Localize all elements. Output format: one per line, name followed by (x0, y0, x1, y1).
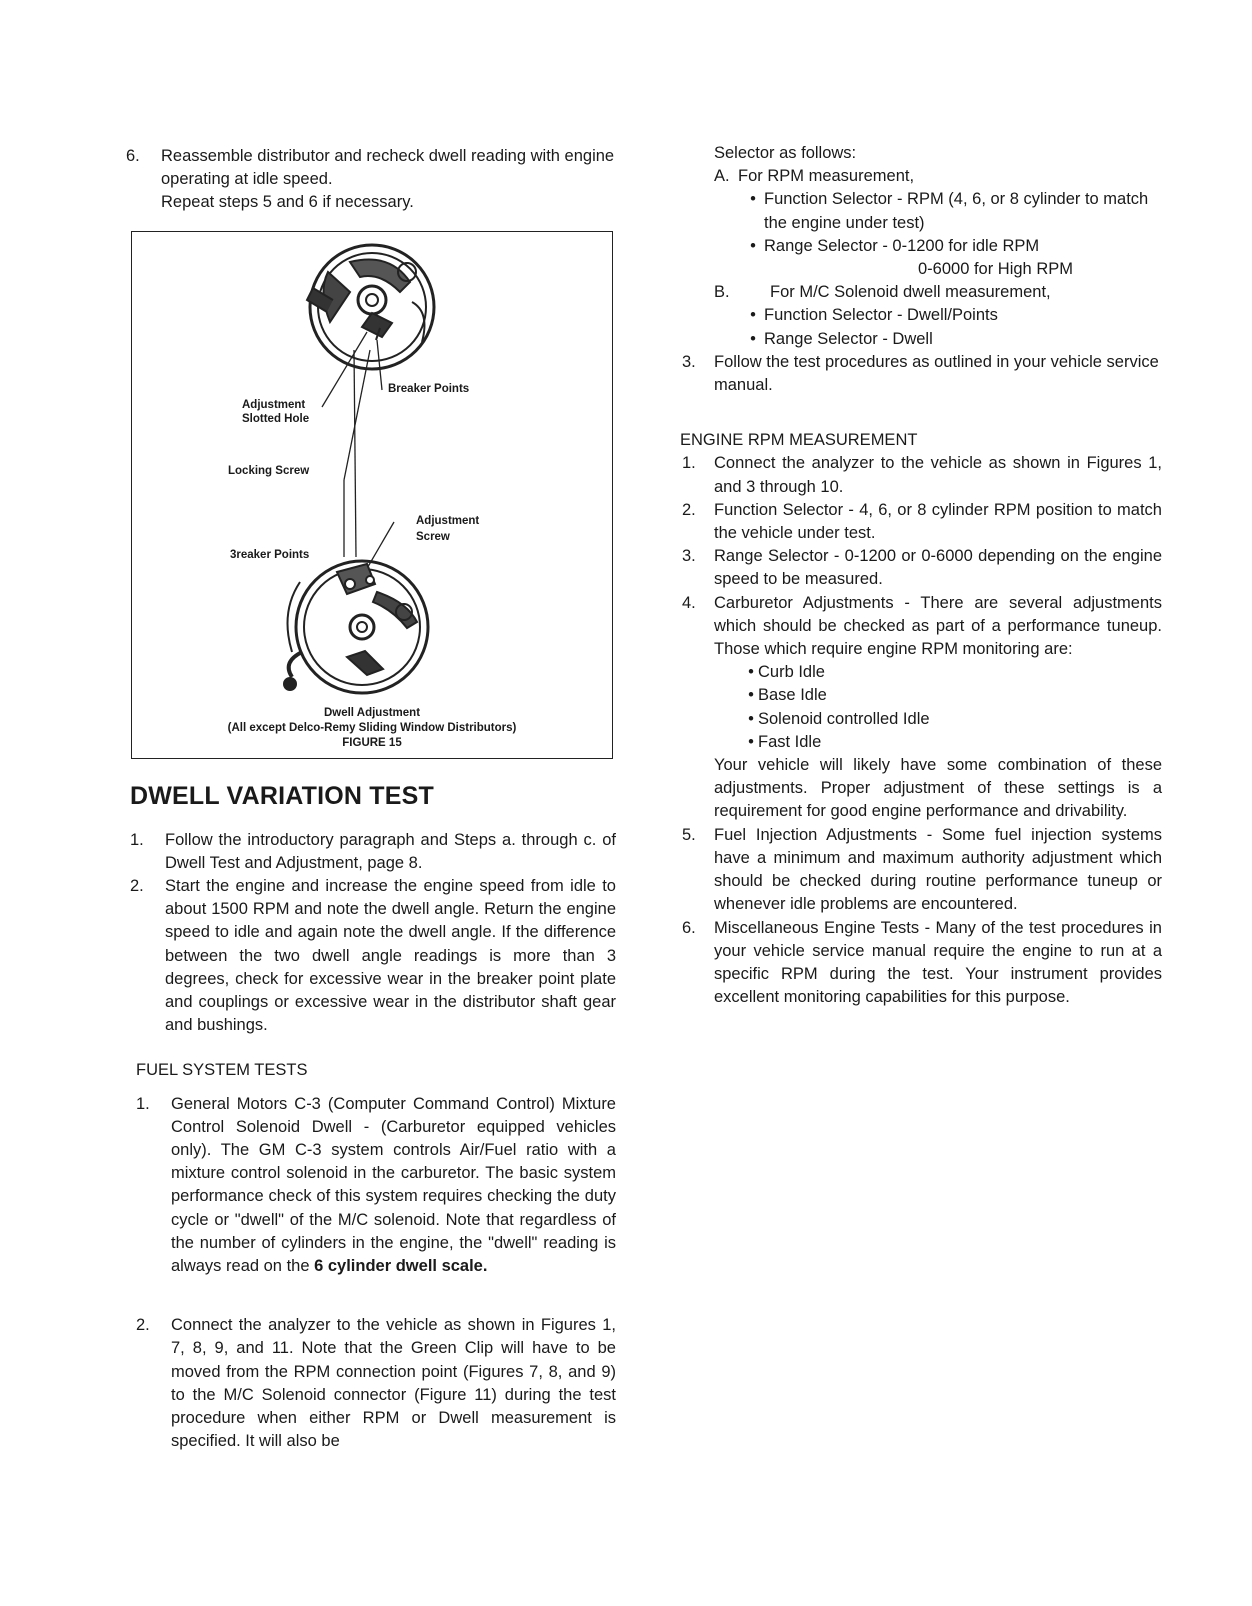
sub-item-text: For RPM measurement, (738, 167, 915, 186)
bullet-icon: • (750, 190, 756, 209)
distributor-diagram (132, 232, 612, 758)
item-text-body: General Motors C-3 (Computer Command Control) Mixture Control Solenoid Dwell - (Carburetor equipped vehicles only). The GM C-3 system controls Air/Fuel ratio with a mixture control solenoid in the carburetor. The basic system performance check of this system requires checking the duty cycle or "dwell" of the M/C solenoid. Note that regardless of the number of cylinders in the engine, the "dwell" reading is always read on the (171, 1094, 616, 1276)
right-column (682, 142, 1162, 1009)
list-item (682, 917, 1162, 1010)
bullet-text: Function Selector - Dwell/Points (764, 306, 998, 325)
list-item (682, 351, 1162, 397)
item-text: Fuel Injection Adjustments - Some fuel injection systems have a minimum and maximum authority adjustment which should be checked during routine performance tuneup or whenever idle problems are encountered. (714, 825, 1162, 914)
figure-caption-title: Dwell Adjustment (323, 706, 421, 719)
label-slotted-hole: Slotted Hole (242, 412, 310, 425)
item-text: Carburetor Adjustments - There are several adjustments which should be checked as part of a performance tuneup. Those which require engine RPM monitoring are: (714, 593, 1162, 659)
bullet-text: Curb Idle (758, 663, 825, 682)
item-number: 2. (136, 1316, 150, 1335)
step-text: Reassemble distributor and recheck dwell reading with engine operating at idle speed. (161, 147, 615, 189)
bullet-text: Range Selector - Dwell (764, 329, 933, 348)
list-item (682, 452, 1162, 498)
list-item (130, 829, 616, 875)
bullet-icon: • (750, 306, 756, 325)
item-number: 1. (130, 830, 144, 849)
bullet-icon: • (748, 732, 754, 751)
section-title-dwell-variation: DWELL VARIATION TEST (130, 781, 434, 810)
sub-item-b (714, 281, 1162, 304)
list-item (130, 875, 616, 1037)
item-text: Start the engine and increase the engine speed from idle to about 1500 RPM and note the dwell angle. Return the engine speed to idle and again note the dwell angle. If the difference between the two dwell angle readings is more than 3 degrees, check for excessive wear in the breaker point plate and couplings or excessive wear in the distributor shaft gear and bushings. (165, 877, 616, 1035)
bullet-item (744, 708, 1162, 731)
figure-caption-number: FIGURE 15 (342, 736, 402, 749)
label-breaker-points-bottom: 3reaker Points (230, 548, 310, 561)
bullet-text: Range Selector - 0-1200 for idle RPM (764, 236, 1040, 255)
bullet-icon: • (748, 709, 754, 728)
list-item (136, 1093, 616, 1279)
bullet-item (744, 661, 1162, 684)
section-heading-fuel-system: FUEL SYSTEM TESTS (136, 1061, 308, 1080)
bullet-item (742, 188, 1162, 234)
figure-caption-note: (All except Delco-Remy Sliding Window Distributors) (227, 721, 517, 734)
item-number: 1. (136, 1094, 150, 1113)
bullet-icon: • (750, 236, 756, 255)
selector-intro: Selector as follows: (714, 144, 857, 162)
section-heading-engine-rpm: ENGINE RPM MEASUREMENT (680, 431, 918, 450)
bullet-icon: • (750, 329, 756, 348)
list-item (682, 545, 1162, 591)
bullet-text: Solenoid controlled Idle (758, 709, 930, 728)
item-text: Miscellaneous Engine Tests - Many of the test procedures in your vehicle service manual require the engine to run at a specific RPM during the test. Your instrument provides excellent monitoring capabilities for this purpose. (714, 918, 1162, 1007)
label-screw: Screw (416, 530, 450, 543)
item-text: Follow the test procedures as outlined in your vehicle service manual. (714, 352, 1159, 395)
item-text: Range Selector - 0-1200 or 0-6000 depending on the engine speed to be measured. (714, 547, 1162, 589)
item-text: Follow the introductory paragraph and Steps a. through c. of Dwell Test and Adjustment, page 8. (165, 830, 616, 872)
sub-item-label: B. (714, 283, 730, 302)
item-number: 1. (682, 454, 696, 473)
list-item (682, 824, 1162, 917)
bullet-text: Fast Idle (758, 732, 822, 751)
item-number: 4. (682, 593, 696, 612)
bullet-item (742, 235, 1162, 258)
bullet-icon: • (748, 663, 754, 682)
item-text-continued: Your vehicle will likely have some combination of these adjustments. Proper adjustment of these settings is a requirement for good engine performance and drivability. (714, 756, 1162, 821)
item-text (171, 1093, 616, 1279)
list-item (682, 499, 1162, 545)
item-number: 3. (682, 352, 696, 371)
figure-15 (131, 231, 613, 759)
sub-item-text: For M/C Solenoid dwell measurement, (770, 283, 1051, 302)
item-text: Connect the analyzer to the vehicle as shown in Figures 1, and 3 through 10. (714, 454, 1162, 496)
bullet-icon: • (748, 686, 754, 705)
step-number: 6. (126, 147, 140, 165)
left-column (126, 145, 616, 1453)
step-6 (126, 145, 616, 215)
label-adjustment: Adjustment (242, 398, 306, 411)
item-text: Connect the analyzer to the vehicle as shown in Figures 1, 7, 8, 9, and 11. Note that the Green Clip will have to be moved from the RPM connection point (Figures 7, 8, and 9) to the M/C Solenoid connector (Figure 11) during the test procedure when either RPM or Dwell measurement is specified. It will also be (171, 1316, 616, 1451)
bullet-text: Base Idle (758, 686, 827, 705)
sub-item-a (714, 165, 1162, 188)
step-text-repeat: Repeat steps 5 and 6 if necessary. (161, 193, 414, 212)
label-locking-screw: Locking Screw (228, 464, 310, 477)
item-text: Function Selector - 4, 6, or 8 cylinder RPM position to match the vehicle under test. (714, 500, 1162, 543)
bullet-item (744, 731, 1162, 754)
list-item (682, 592, 1162, 824)
label-breaker-points-top: Breaker Points (388, 382, 470, 395)
sub-item-label: A. (714, 167, 730, 186)
bullet-item (742, 328, 1162, 351)
item-number: 5. (682, 825, 696, 844)
item-number: 2. (130, 877, 144, 896)
item-number: 3. (682, 547, 696, 566)
bullet-item (742, 304, 1162, 327)
item-text-emphasis: 6 cylinder dwell scale. (314, 1257, 488, 1276)
label-adjustment-screw: Adjustment (416, 514, 480, 527)
item-number: 6. (682, 918, 696, 937)
bullet-text: Function Selector - RPM (4, 6, or 8 cylinder to match the engine under test) (764, 190, 1149, 232)
list-item (136, 1314, 616, 1453)
item-number: 2. (682, 500, 696, 519)
bullet-text-continued: 0-6000 for High RPM (918, 260, 1073, 279)
bullet-item (744, 684, 1162, 707)
